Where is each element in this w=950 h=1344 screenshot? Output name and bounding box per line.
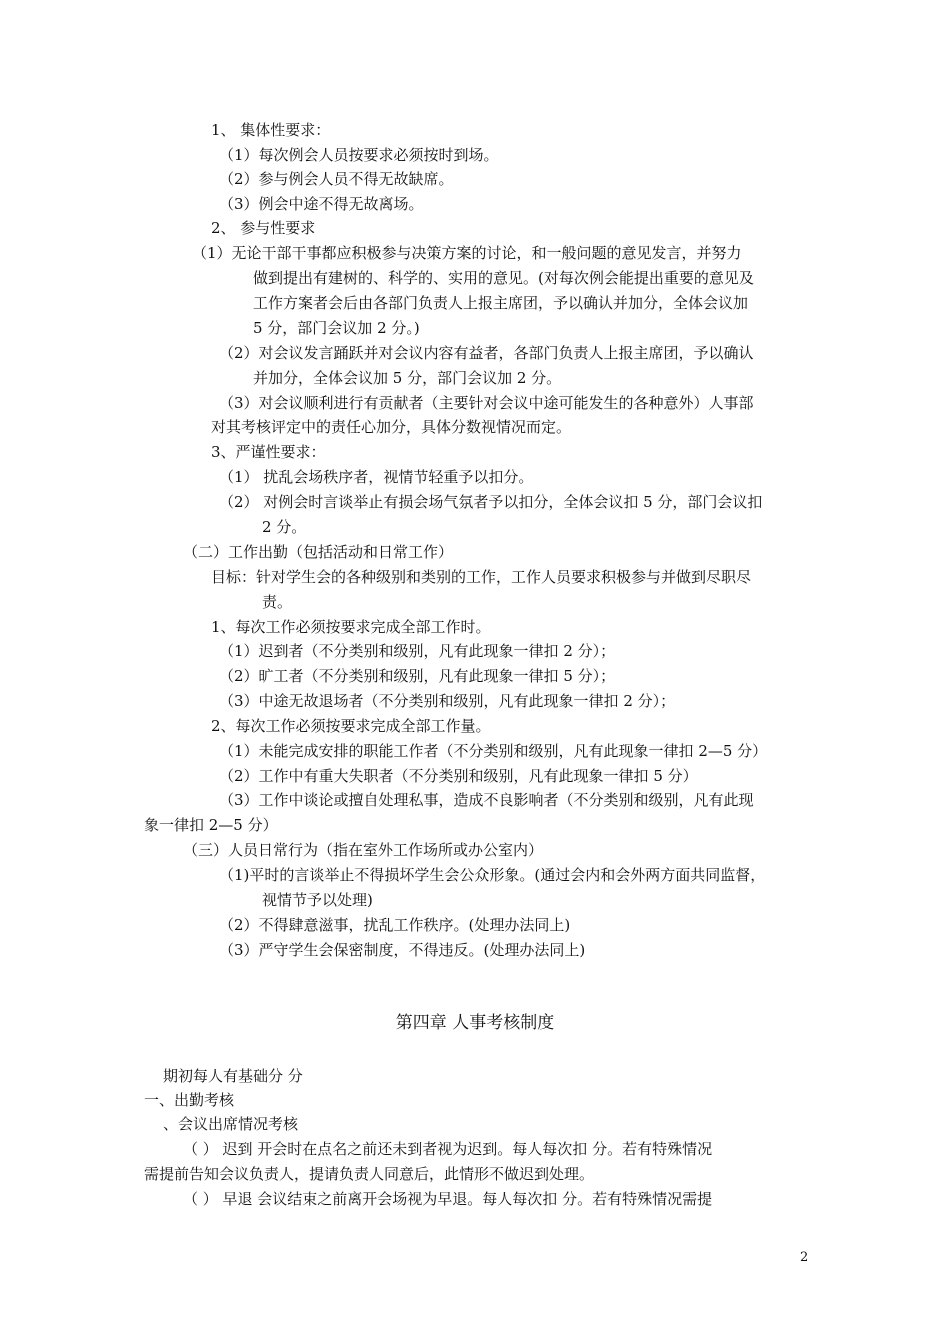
text-line: 象一律扣 2—5 分） bbox=[144, 816, 278, 834]
text-line: （1）无论干部干事都应积极参与决策方案的讨论，和一般问题的意见发言，并努力 bbox=[192, 244, 742, 262]
text-line: （1） 扰乱会场秩序者，视情节轻重予以扣分。 bbox=[219, 468, 534, 486]
text-line: （1）迟到者（不分类别和级别，凡有此现象一律扣 2 分）； bbox=[219, 642, 616, 660]
text-line: （2）旷工者（不分类别和级别，凡有此现象一律扣 5 分）； bbox=[219, 667, 616, 685]
text-line: 1、 集体性要求： bbox=[211, 121, 331, 139]
text-line: 一、出勤考核 bbox=[144, 1091, 235, 1109]
text-line: 工作方案者会后由各部门负责人上报主席团，予以确认并加分，全体会议加 bbox=[253, 294, 749, 312]
text-line: （3）工作中谈论或擅自处理私事，造成不良影响者（不分类别和级别，凡有此现 bbox=[219, 791, 754, 809]
text-line: （1）未能完成安排的职能工作者（不分类别和级别，凡有此现象一律扣 2—5 分） bbox=[219, 742, 768, 760]
text-line: （3）严守学生会保密制度，不得违反。(处理办法同上) bbox=[219, 941, 586, 959]
text-line: （二）工作出勤（包括活动和日常工作） bbox=[183, 543, 454, 561]
text-line: 需提前告知会议负责人，提请负责人同意后，此情形不做迟到处理。 bbox=[144, 1165, 595, 1183]
text-line: 1、每次工作必须按要求完成全部工作时。 bbox=[211, 618, 491, 636]
text-line: （2） 对例会时言谈举止有损会场气氛者予以扣分，全体会议扣 5 分，部门会议扣 bbox=[219, 493, 763, 511]
text-line: 5 分，部门会议加 2 分。) bbox=[253, 319, 420, 337]
text-line: 2 分。 bbox=[262, 518, 307, 536]
text-line: 3、严谨性要求： bbox=[211, 443, 326, 461]
text-line: （2）对会议发言踊跃并对会议内容有益者，各部门负责人上报主席团，予以确认 bbox=[219, 344, 754, 362]
text-line: （2）参与例会人员不得无故缺席。 bbox=[219, 170, 454, 188]
text-line: 做到提出有建树的、科学的、实用的意见。(对每次例会能提出重要的意见及 bbox=[253, 269, 754, 287]
text-line: 、会议出席情况考核 bbox=[163, 1115, 299, 1133]
text-line: （三）人员日常行为（指在室外工作场所或办公室内） bbox=[183, 841, 544, 859]
text-line: 2、 参与性要求 bbox=[211, 219, 316, 237]
text-line: （1）每次例会人员按要求必须按时到场。 bbox=[219, 146, 499, 164]
text-line: 期初每人有基础分 分 bbox=[163, 1067, 303, 1085]
text-line: （ ） 迟到 开会时在点名之前还未到者视为迟到。每人每次扣 分。若有特殊情况 bbox=[183, 1140, 713, 1158]
text-line: （3）中途无故退场者（不分类别和级别，凡有此现象一律扣 2 分）； bbox=[219, 692, 676, 710]
text-line: （3）对会议顺利进行有贡献者（主要针对会议中途可能发生的各种意外）人事部 bbox=[219, 394, 754, 412]
text-line: （1)平时的言谈举止不得损坏学生会公众形象。(通过会内和会外两方面共同监督， bbox=[219, 866, 766, 884]
chapter-heading: 第四章 人事考核制度 bbox=[395, 1013, 555, 1033]
text-line: 责。 bbox=[262, 593, 293, 611]
page-number: 2 bbox=[800, 1250, 809, 1265]
text-line: 并加分，全体会议加 5 分，部门会议加 2 分。 bbox=[253, 369, 562, 387]
text-line: （2）工作中有重大失职者（不分类别和级别，凡有此现象一律扣 5 分） bbox=[219, 767, 698, 785]
text-line: 对其考核评定中的责任心加分，具体分数视情况而定。 bbox=[211, 418, 572, 436]
text-line: （ ） 早退 会议结束之前离开会场视为早退。每人每次扣 分。若有特殊情况需提 bbox=[183, 1190, 713, 1208]
text-line: 2、每次工作必须按要求完成全部工作量。 bbox=[211, 717, 491, 735]
text-line: （3）例会中途不得无故离场。 bbox=[219, 195, 424, 213]
text-line: 目标：针对学生会的各种级别和类别的工作，工作人员要求积极参与并做到尽职尽 bbox=[211, 568, 752, 586]
text-line: 视情节予以处理) bbox=[262, 891, 373, 909]
text-line: （2）不得肆意滋事，扰乱工作秩序。(处理办法同上) bbox=[219, 916, 571, 934]
